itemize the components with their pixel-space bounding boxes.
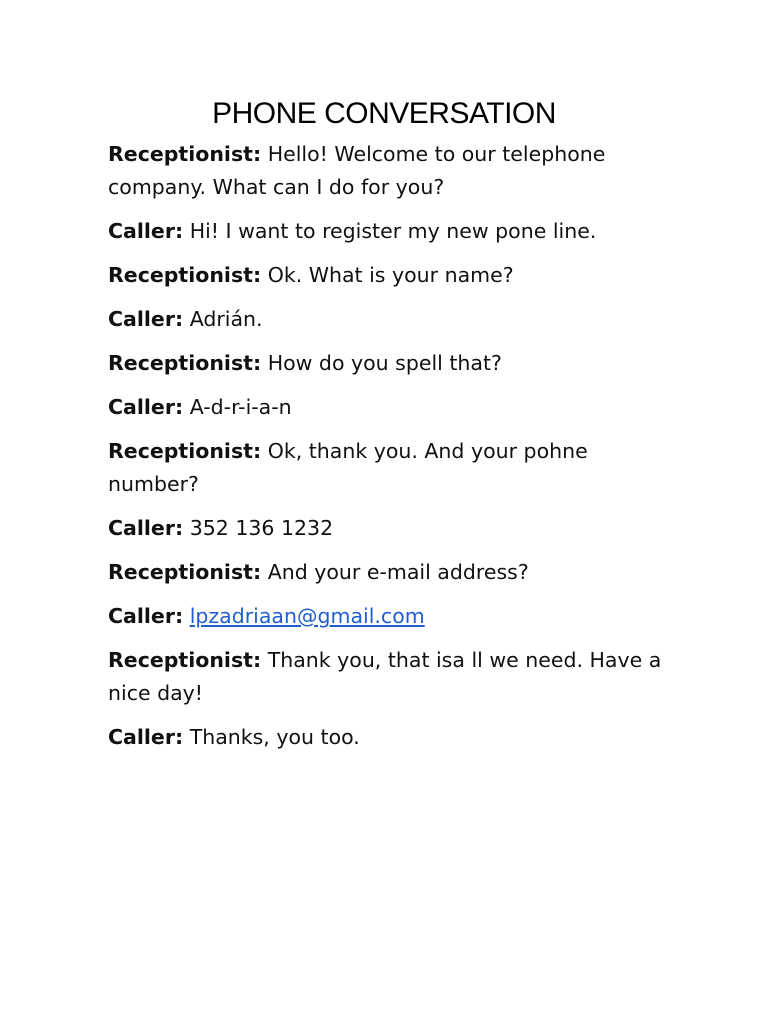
dialogue-text: A-d-r-i-a-n — [189, 395, 292, 419]
dialogue-line — [108, 391, 668, 424]
speaker-label: Caller: — [108, 307, 184, 331]
dialogue-text: Adrián. — [189, 307, 263, 331]
page-title: PHONE CONVERSATION — [212, 97, 556, 130]
dialogue-line — [108, 512, 668, 545]
dialogue-text: And your e-mail address? — [267, 560, 529, 584]
speaker-label: Caller: — [108, 219, 184, 243]
speaker-label: Receptionist: — [108, 560, 262, 584]
dialogue-line — [108, 259, 668, 292]
dialogue-text: Ok. What is your name? — [267, 263, 514, 287]
dialogue-text: Hi! I want to register my new pone line. — [189, 219, 597, 243]
speaker-label: Receptionist: — [108, 648, 262, 672]
dialogue-text: 352 136 1232 — [189, 516, 334, 540]
speaker-label: Receptionist: — [108, 439, 262, 463]
dialogue-line — [108, 215, 668, 248]
dialogue-line — [108, 303, 668, 336]
dialogue-line — [108, 138, 668, 204]
speaker-label: Receptionist: — [108, 263, 262, 287]
speaker-label: Caller: — [108, 604, 184, 628]
dialogue-line — [108, 435, 668, 501]
speaker-label: Caller: — [108, 395, 184, 419]
dialogue-text: Ok, thank you. And your pohne number? — [108, 439, 588, 496]
dialogue-line — [108, 600, 668, 633]
dialogue-text: Hello! Welcome to our telephone company. What can I do for you? — [108, 142, 606, 199]
speaker-label: Receptionist: — [108, 351, 262, 375]
speaker-label: Caller: — [108, 516, 184, 540]
dialogue-line — [108, 347, 668, 380]
dialogue-line — [108, 721, 668, 754]
speaker-label: Receptionist: — [108, 142, 262, 166]
email-link[interactable]: lpzadriaan@gmail.com — [189, 604, 425, 628]
dialogue-line — [108, 556, 668, 589]
dialogue-text: How do you spell that? — [267, 351, 502, 375]
dialogue-line — [108, 644, 668, 710]
dialogue-text: Thank you, that isa ll we need. Have a nice day! — [108, 648, 662, 705]
speaker-label: Caller: — [108, 725, 184, 749]
dialogue-text: Thanks, you too. — [189, 725, 360, 749]
conversation — [108, 138, 668, 765]
